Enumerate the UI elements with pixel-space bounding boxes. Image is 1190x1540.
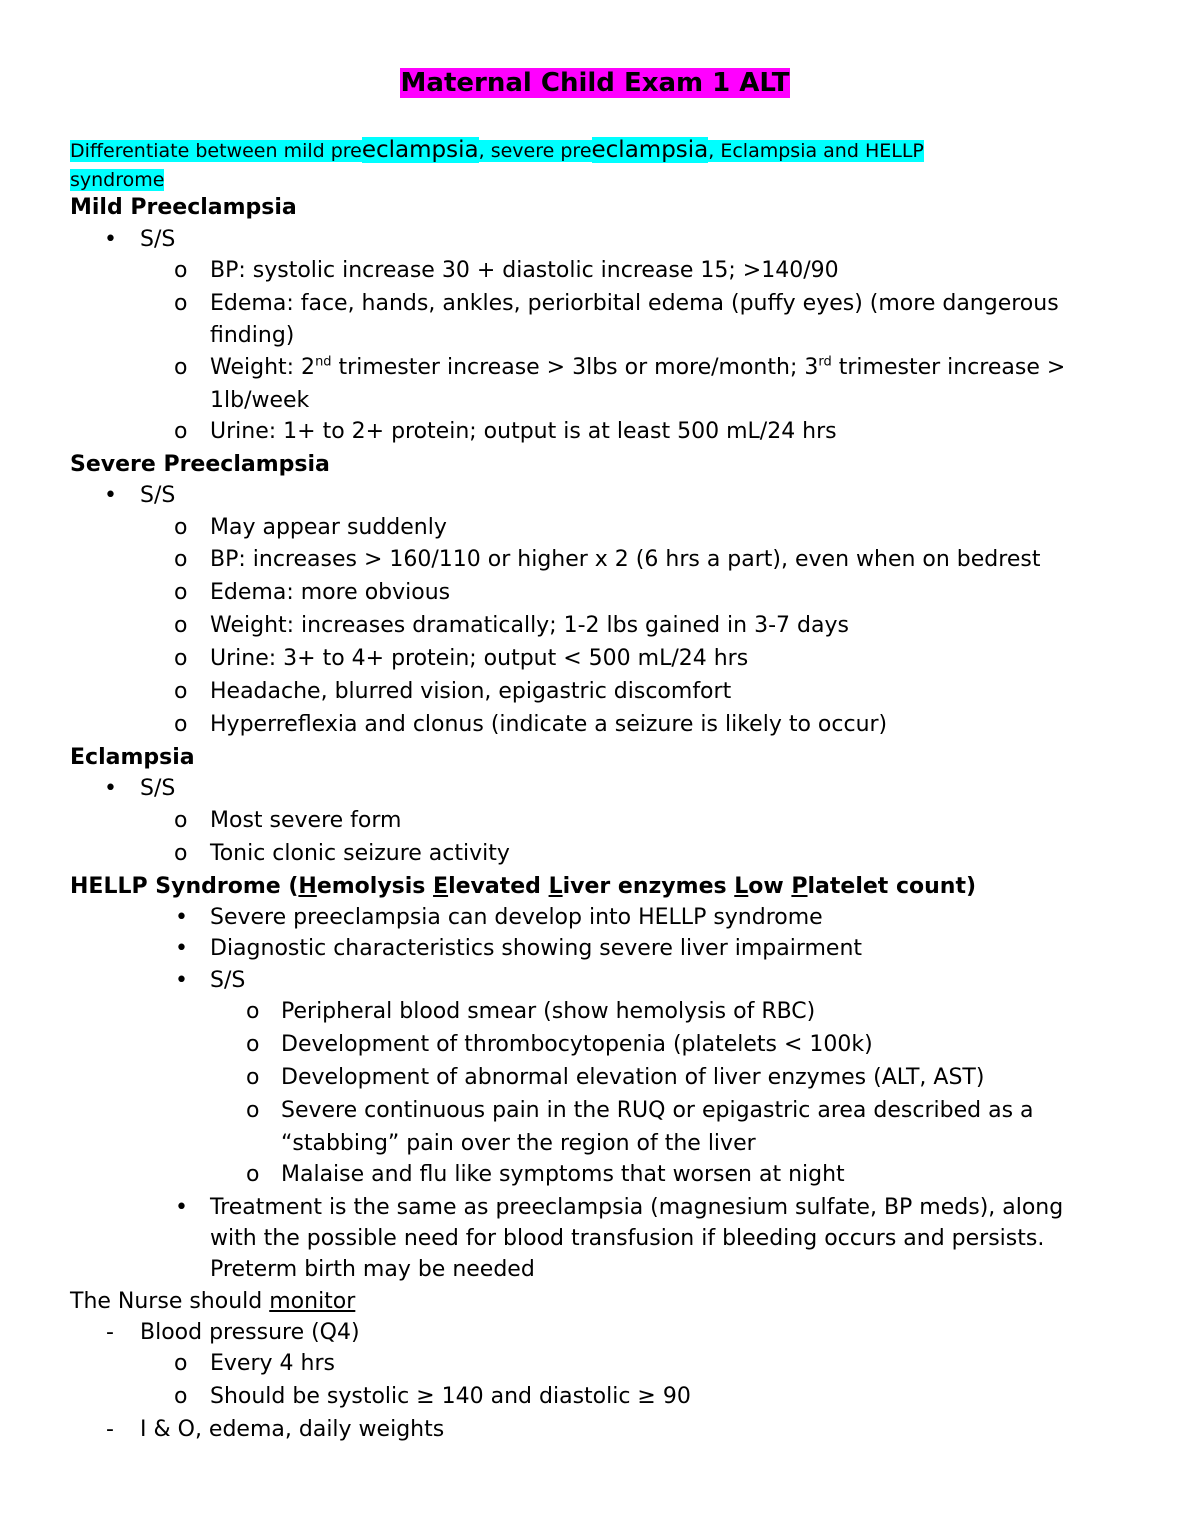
- circle-bullet-icon: o: [246, 1065, 260, 1090]
- circle-bullet-icon: o: [174, 841, 188, 866]
- highlight: syndrome: [70, 169, 165, 191]
- list-item: Development of thrombocytopenia (platelets < 100k): [281, 1032, 873, 1057]
- list-item: S/S: [140, 227, 176, 252]
- bullet-icon: •: [175, 936, 188, 961]
- intro-objective: [70, 136, 1030, 195]
- circle-bullet-icon: o: [174, 712, 188, 737]
- list-item: May appear suddenly: [210, 515, 447, 540]
- dash-bullet-icon: -: [106, 1320, 114, 1345]
- list-item: Severe continuous pain in the RUQ or epigastric area described as a: [281, 1098, 1034, 1123]
- circle-bullet-icon: o: [174, 355, 188, 380]
- list-item: I & O, edema, daily weights: [140, 1417, 445, 1442]
- list-item: Edema: face, hands, ankles, periorbital edema (puffy eyes) (more dangerous: [210, 291, 1059, 316]
- list-item: Malaise and flu like symptoms that worsen at night: [281, 1162, 845, 1187]
- circle-bullet-icon: o: [174, 547, 188, 572]
- list-item: BP: systolic increase 30 + diastolic increase 15; >140/90: [210, 258, 839, 283]
- bullet-icon: •: [175, 1195, 188, 1220]
- bullet-icon: •: [104, 483, 117, 508]
- list-item: Diagnostic characteristics showing severe liver impairment: [210, 936, 863, 961]
- list-item: Blood pressure (Q4): [140, 1320, 360, 1345]
- list-item: Hyperreflexia and clonus (indicate a seizure is likely to occur): [210, 712, 888, 737]
- highlight: Differentiate between mild preeclampsia, severe preeclampsia, Eclampsia and HELLP: [70, 137, 924, 163]
- circle-bullet-icon: o: [174, 580, 188, 605]
- heading-severe-preeclampsia: Severe Preeclampsia: [70, 452, 330, 477]
- bullet-icon: •: [175, 905, 188, 930]
- circle-bullet-icon: o: [246, 1098, 260, 1123]
- circle-bullet-icon: o: [174, 1384, 188, 1409]
- heading-eclampsia: Eclampsia: [70, 745, 195, 770]
- circle-bullet-icon: o: [174, 808, 188, 833]
- circle-bullet-icon: o: [174, 419, 188, 444]
- list-item: S/S: [210, 968, 246, 993]
- circle-bullet-icon: o: [174, 258, 188, 283]
- list-item-continued: “stabbing” pain over the region of the liver: [281, 1131, 756, 1156]
- circle-bullet-icon: o: [174, 515, 188, 540]
- circle-bullet-icon: o: [174, 1351, 188, 1376]
- heading-mild-preeclampsia: Mild Preeclampsia: [70, 195, 297, 220]
- bullet-icon: •: [104, 776, 117, 801]
- list-item: Treatment is the same as preeclampsia (magnesium sulfate, BP meds), along: [210, 1195, 1064, 1220]
- list-item: Should be systolic ≥ 140 and diastolic ≥ 90: [210, 1384, 691, 1409]
- list-item: S/S: [140, 776, 176, 801]
- list-item: BP: increases > 160/110 or higher x 2 (6 hrs a part), even when on bedrest: [210, 547, 1041, 572]
- dash-bullet-icon: -: [106, 1417, 114, 1442]
- nurse-monitor-heading: The Nurse should monitor: [70, 1289, 356, 1314]
- list-item: Weight: increases dramatically; 1-2 lbs gained in 3-7 days: [210, 613, 849, 638]
- circle-bullet-icon: o: [246, 1032, 260, 1057]
- list-item-continued: 1lb/week: [210, 388, 310, 413]
- list-item: Weight: 2nd trimester increase > 3lbs or more/month; 3rd trimester increase >: [210, 354, 1066, 380]
- list-item: Most severe form: [210, 808, 402, 833]
- list-item: Development of abnormal elevation of liver enzymes (ALT, AST): [281, 1065, 985, 1090]
- circle-bullet-icon: o: [174, 291, 188, 316]
- list-item-continued: finding): [210, 323, 295, 348]
- list-item: Urine: 3+ to 4+ protein; output < 500 mL/24 hrs: [210, 646, 749, 671]
- circle-bullet-icon: o: [246, 1162, 260, 1187]
- circle-bullet-icon: o: [174, 679, 188, 704]
- list-item-continued: with the possible need for blood transfusion if bleeding occurs and persists.: [210, 1226, 1045, 1251]
- circle-bullet-icon: o: [174, 613, 188, 638]
- heading-hellp-syndrome: HELLP Syndrome (Hemolysis Elevated Liver enzymes Low Platelet count): [70, 874, 977, 899]
- list-item: Every 4 hrs: [210, 1351, 335, 1376]
- list-item: Urine: 1+ to 2+ protein; output is at least 500 mL/24 hrs: [210, 419, 837, 444]
- list-item-continued: Preterm birth may be needed: [210, 1257, 535, 1282]
- circle-bullet-icon: o: [174, 646, 188, 671]
- list-item: Edema: more obvious: [210, 580, 451, 605]
- list-item: Severe preeclampsia can develop into HELLP syndrome: [210, 905, 823, 930]
- list-item: Tonic clonic seizure activity: [210, 841, 510, 866]
- list-item: S/S: [140, 483, 176, 508]
- bullet-icon: •: [104, 227, 117, 252]
- bullet-icon: •: [175, 968, 188, 993]
- circle-bullet-icon: o: [246, 999, 260, 1024]
- list-item: Peripheral blood smear (show hemolysis of RBC): [281, 999, 816, 1024]
- document-title: Maternal Child Exam 1 ALT: [400, 68, 790, 98]
- list-item: Headache, blurred vision, epigastric discomfort: [210, 679, 732, 704]
